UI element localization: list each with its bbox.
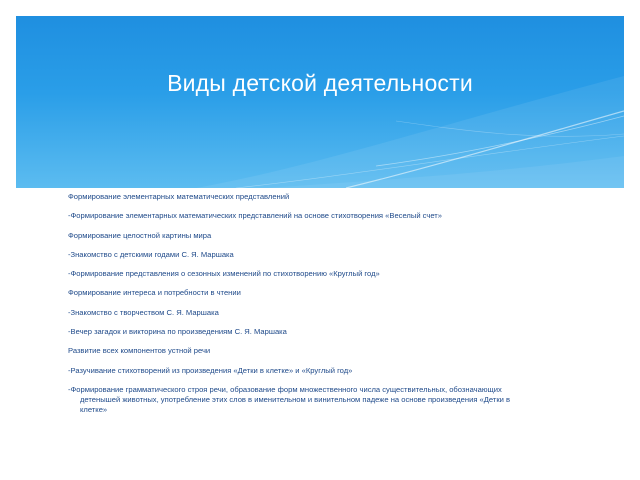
title-banner	[16, 16, 624, 188]
list-item: Формирование интереса и потребности в чтении	[68, 288, 241, 298]
wave-decoration	[16, 16, 624, 188]
list-item: Развитие всех компонентов устной речи	[68, 346, 211, 356]
list-item: -Знакомство с детскими годами С. Я. Маршака	[68, 249, 234, 259]
list-item: -Формирование грамматического строя речи, образование форм множественного числа существительных, обозначающих детенышей животных, употребление этих слов в именительном и винительном падеже на основе произведения «Детки в клетке»	[68, 384, 511, 414]
list-item: Формирование целостной картины мира	[68, 230, 212, 240]
list-item: -Вечер загадок и викторина по произведениям С. Я. Маршака	[68, 327, 287, 337]
list-item: -Формирование элементарных математических представлений на основе стихотворения «Веселый счет»	[68, 211, 443, 221]
list-item: -Формирование представления о сезонных изменений по стихотворению «Круглый год»	[68, 269, 380, 279]
list-item: -Разучивание стихотворений из произведения «Детки в клетке» и «Круглый год»	[68, 365, 353, 375]
list-item: Формирование элементарных математических представлений	[68, 192, 290, 201]
list-item: -Знакомство с творчеством С. Я. Маршака	[68, 307, 219, 317]
slide-title: Виды детской деятельности	[167, 70, 473, 96]
activity-list	[68, 192, 538, 424]
